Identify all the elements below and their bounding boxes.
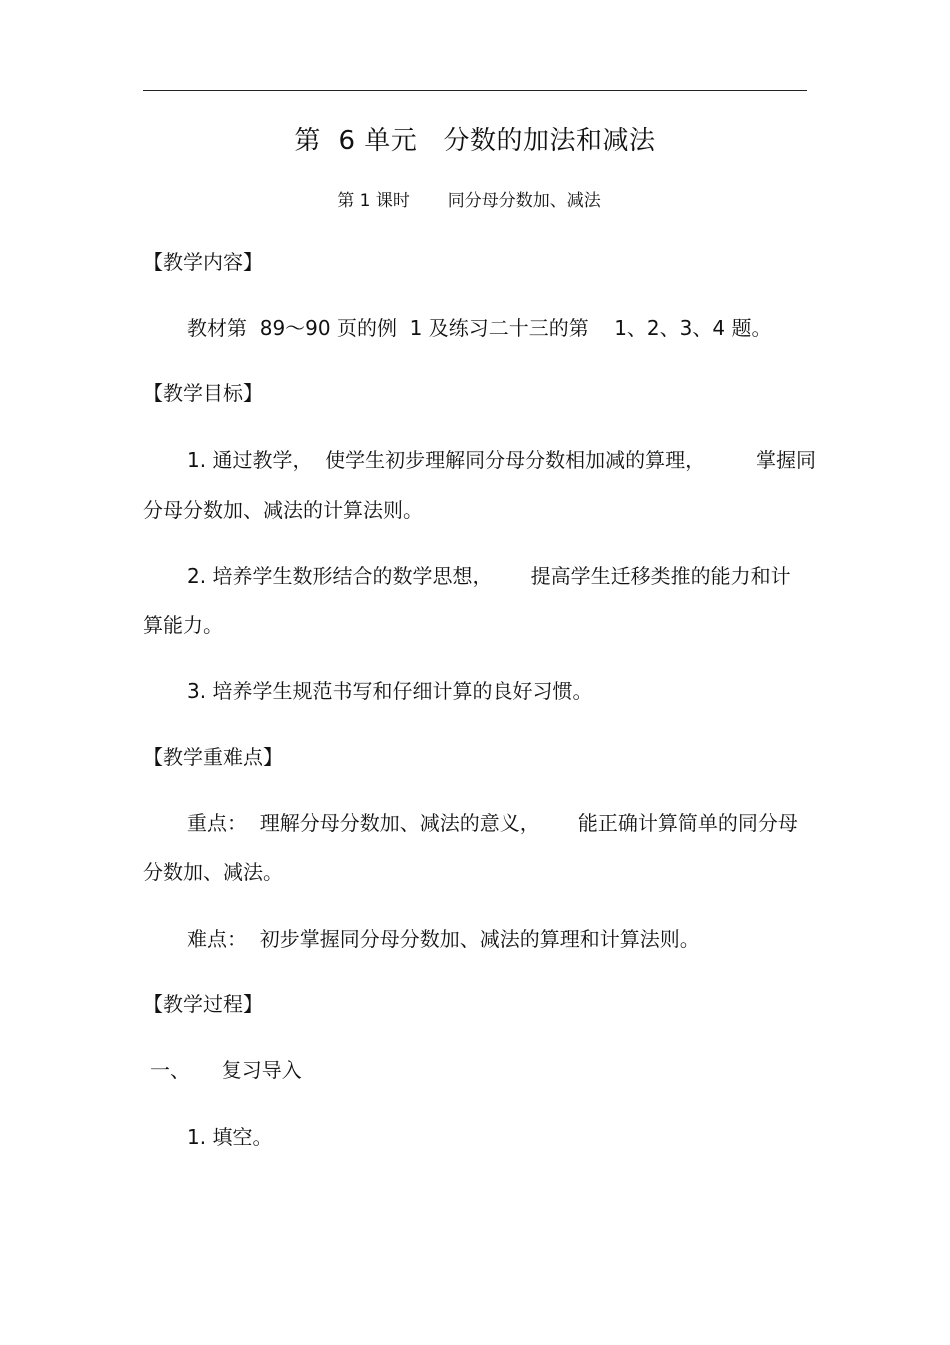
goal-2-line-1: 2. 培养学生数形结合的数学思想， 提高学生迁移类推的能力和计 [187, 564, 791, 588]
lesson-subtitle: 第 1 课时 同分母分数加、减法 [337, 191, 601, 211]
goal-1-line-2: 分母分数加、减法的计算法则。 [143, 498, 423, 522]
process-heading: 【教学过程】 [143, 992, 263, 1016]
section-1-heading: 一、 复习导入 [150, 1058, 302, 1082]
goals-heading: 【教学目标】 [143, 381, 263, 405]
keypoints-heading: 【教学重难点】 [143, 745, 283, 769]
content-text: 教材第 89～90 页的例 1 及练习二十三的第 1、2、3、4 题。 [187, 316, 772, 340]
content-heading: 【教学内容】 [143, 250, 263, 274]
goal-2-line-2: 算能力。 [143, 613, 223, 637]
top-rule [143, 90, 807, 91]
item-1: 1. 填空。 [187, 1125, 273, 1149]
goal-3-line-1: 3. 培养学生规范书写和仔细计算的良好习惯。 [187, 679, 593, 703]
keypoint-line-2: 分数加、减法。 [143, 860, 283, 884]
keypoint-line-1: 重点： 理解分母分数加、减法的意义， 能正确计算简单的同分母 [187, 811, 798, 835]
difficulty-line-1: 难点： 初步掌握同分母分数加、减法的算理和计算法则。 [187, 927, 700, 951]
goal-1-line-1: 1. 通过教学， 使学生初步理解同分母分数相加减的算理， 掌握同 [187, 448, 817, 472]
unit-title: 第 6 单元 分数的加法和减法 [294, 126, 656, 156]
